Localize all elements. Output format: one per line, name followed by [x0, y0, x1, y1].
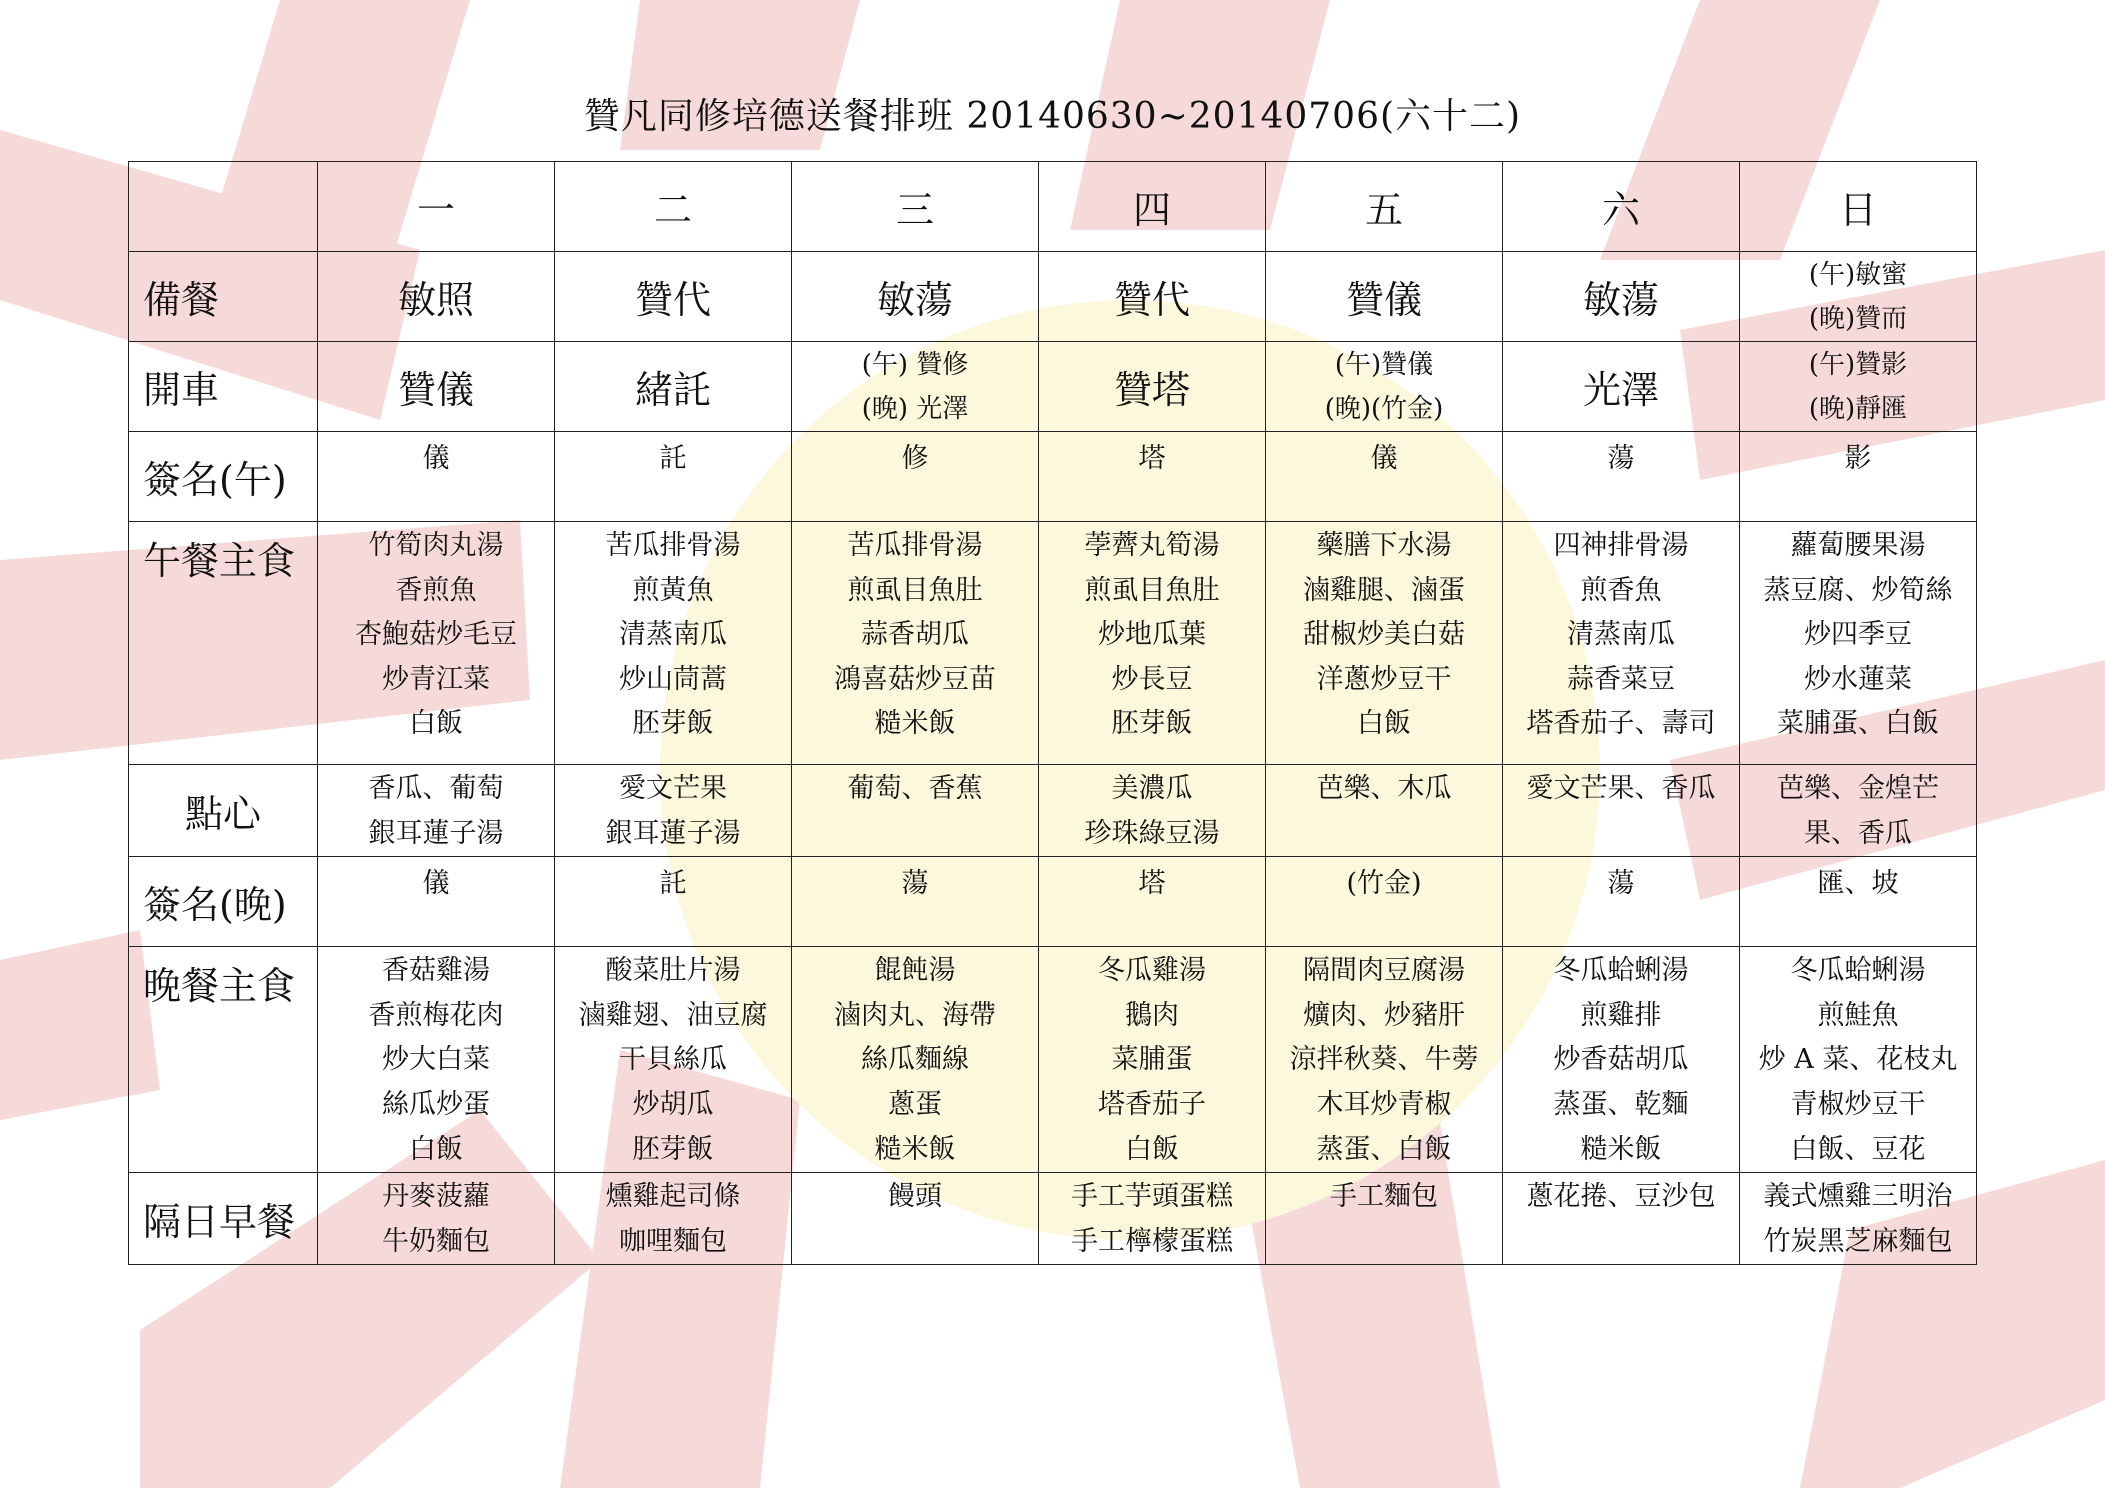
schedule-cell	[792, 765, 1039, 857]
driver-row	[129, 342, 1977, 432]
cell-text: 蒜香胡瓜	[861, 619, 969, 651]
cell-text: 干貝絲瓜	[619, 1044, 727, 1076]
schedule-cell	[555, 522, 792, 765]
cell-text: 敏蕩	[1582, 278, 1659, 322]
cell-text: 贊儀	[1345, 278, 1422, 322]
cell-text: 荸薺丸筍湯	[1084, 530, 1220, 561]
cell-text: 餛飩湯	[874, 955, 956, 987]
row-label: 晚餐主食	[129, 947, 318, 1173]
cell-text: (晚)靜匯	[1808, 393, 1908, 424]
cell-text: 手工檸檬蛋糕	[1071, 1225, 1233, 1257]
schedule-cell	[1740, 432, 1977, 522]
dinner-sign-row	[129, 857, 1977, 947]
cell-text: 清蒸南瓜	[1567, 619, 1675, 651]
schedule-cell	[1266, 947, 1503, 1173]
cell-text: 葡萄、香蕉	[847, 773, 983, 804]
cell-text: 珍珠綠豆湯	[1084, 817, 1220, 849]
cell-text: 果、香瓜	[1804, 817, 1912, 849]
breakfast-row	[129, 1173, 1977, 1265]
cell-text: 糙米飯	[1580, 1133, 1662, 1165]
schedule-cell	[1740, 857, 1977, 947]
cell-text: 敏蕩	[876, 278, 953, 322]
schedule-cell	[555, 765, 792, 857]
cell-text: 苦瓜排骨湯	[605, 530, 741, 561]
cell-text: 光澤	[1582, 368, 1659, 412]
cell-text: 鵝肉	[1125, 999, 1179, 1031]
cell-text: 炒大白菜	[382, 1044, 490, 1076]
schedule-cell	[1740, 342, 1977, 432]
cell-text: 塔香茄子	[1098, 1088, 1206, 1120]
cell-text: 贊塔	[1113, 368, 1190, 412]
cell-text: 胚芽飯	[1111, 708, 1193, 740]
schedule-cell	[318, 857, 555, 947]
cell-text: 糙米飯	[874, 1133, 956, 1165]
schedule-cell	[1740, 522, 1977, 765]
cell-text: 涼拌秋葵、牛蒡	[1289, 1044, 1479, 1076]
cell-text: 竹筍肉丸湯	[368, 530, 504, 561]
schedule-cell	[318, 252, 555, 342]
cell-text: 竹炭黑芝麻麵包	[1763, 1225, 1953, 1257]
schedule-cell	[1503, 252, 1740, 342]
cell-text: (晚) 光澤	[861, 393, 969, 424]
cell-text: 滷雞腿、滷蛋	[1303, 574, 1465, 606]
meal-schedule-table	[128, 161, 1977, 1265]
day-header: 一	[318, 162, 555, 252]
day-header: 日	[1740, 162, 1977, 252]
cell-text: 杏鮑菇炒毛豆	[355, 619, 517, 651]
cell-text: 銀耳蓮子湯	[368, 817, 504, 849]
cell-text: 丹麥菠蘿	[382, 1181, 490, 1213]
cell-text: (晚)(竹金)	[1324, 393, 1444, 424]
cell-text: 清蒸南瓜	[619, 619, 727, 651]
cell-text: 白飯	[409, 708, 463, 740]
cell-text: 愛文芒果、香瓜	[1526, 773, 1716, 804]
schedule-cell	[1039, 522, 1266, 765]
cell-text: 芭樂、木瓜	[1316, 773, 1452, 804]
cell-text: 甜椒炒美白菇	[1303, 619, 1465, 651]
cell-text: 木耳炒青椒	[1316, 1088, 1452, 1120]
schedule-cell	[555, 947, 792, 1173]
schedule-cell	[1266, 857, 1503, 947]
schedule-cell	[1266, 432, 1503, 522]
cell-text: 炒水蓮菜	[1804, 663, 1912, 695]
cell-text: 煎香魚	[1580, 574, 1662, 606]
cell-text: 義式燻雞三明治	[1763, 1181, 1953, 1213]
cell-text: 蕩	[1607, 868, 1635, 900]
schedule-cell	[1503, 947, 1740, 1173]
schedule-cell	[792, 252, 1039, 342]
cell-text: 酸菜肚片湯	[605, 955, 741, 987]
day-header: 三	[792, 162, 1039, 252]
schedule-cell	[1503, 432, 1740, 522]
cell-text: 銀耳蓮子湯	[605, 817, 741, 849]
cell-text: 煎鮭魚	[1817, 999, 1899, 1031]
cell-text: 贊儀	[397, 368, 474, 412]
cell-text: 塔香茄子、壽司	[1526, 708, 1716, 740]
cell-text: (晚)贊而	[1808, 303, 1908, 334]
cell-text: 儀	[422, 443, 450, 474]
day-header: 二	[555, 162, 792, 252]
schedule-cell	[792, 342, 1039, 432]
cell-text: (午)贊儀	[1334, 349, 1434, 380]
schedule-cell	[1503, 857, 1740, 947]
cell-text: 塔	[1138, 443, 1166, 474]
cell-text: 饅頭	[888, 1181, 942, 1213]
day-header: 五	[1266, 162, 1503, 252]
lunch-menu-row	[129, 522, 1977, 765]
cell-text: 炒胡瓜	[632, 1088, 714, 1120]
schedule-cell	[318, 342, 555, 432]
cell-text: 牛奶麵包	[382, 1225, 490, 1257]
schedule-cell	[1740, 252, 1977, 342]
cell-text: 咖哩麵包	[619, 1225, 727, 1257]
cell-text: 蒸蛋、白飯	[1316, 1133, 1452, 1165]
schedule-cell	[318, 1173, 555, 1265]
cell-text: (午)敏蜜	[1808, 259, 1908, 290]
cell-text: 鴻喜菇炒豆苗	[834, 663, 996, 695]
cell-text: 炒青江菜	[382, 663, 490, 695]
schedule-cell	[792, 522, 1039, 765]
schedule-cell	[1740, 1173, 1977, 1265]
cell-text: 菜脯蛋	[1111, 1044, 1193, 1076]
document-title: 贊凡同修培德送餐排班 20140630~20140706(六十二)	[583, 96, 1522, 137]
schedule-cell	[1039, 342, 1266, 432]
schedule-cell	[555, 1173, 792, 1265]
cell-text: 手工芋頭蛋糕	[1071, 1181, 1233, 1213]
row-label: 隔日早餐	[129, 1173, 318, 1265]
snack-row	[129, 765, 1977, 857]
schedule-cell	[1039, 765, 1266, 857]
schedule-cell	[555, 857, 792, 947]
schedule-cell	[555, 432, 792, 522]
cell-text: 隔間肉豆腐湯	[1303, 955, 1465, 987]
cell-text: 炒 A 菜、花枝丸	[1758, 1044, 1958, 1076]
row-label: 午餐主食	[129, 522, 318, 765]
schedule-cell	[1266, 342, 1503, 432]
cell-text: 塔	[1138, 868, 1166, 900]
cell-text: 美濃瓜	[1111, 773, 1193, 804]
schedule-cell	[1503, 522, 1740, 765]
cell-text: 香瓜、葡萄	[368, 773, 504, 804]
cell-text: 儀	[1370, 443, 1398, 474]
cell-text: 香煎梅花肉	[368, 999, 504, 1031]
cell-text: 炒山茼蒿	[619, 663, 727, 695]
cell-text: 炒長豆	[1111, 663, 1193, 695]
cell-text: 蕩	[901, 868, 929, 900]
cell-text: 青椒炒豆干	[1790, 1088, 1926, 1120]
cell-text: (午) 贊修	[861, 349, 969, 380]
cell-text: 冬瓜蛤蜊湯	[1553, 955, 1689, 987]
cell-text: 託	[659, 443, 687, 474]
schedule-cell	[792, 947, 1039, 1173]
cell-text: 滷肉丸、海帶	[834, 999, 996, 1031]
cell-text: (午)贊影	[1808, 349, 1908, 380]
row-label: 備餐	[129, 252, 318, 342]
cell-text: 藥膳下水湯	[1316, 530, 1452, 561]
cell-text: 胚芽飯	[632, 708, 714, 740]
cell-text: 蘿蔔腰果湯	[1790, 530, 1926, 561]
cell-text: 影	[1844, 443, 1872, 474]
schedule-cell	[1039, 1173, 1266, 1265]
schedule-cell	[1039, 857, 1266, 947]
cell-text: 爌肉、炒豬肝	[1303, 999, 1465, 1031]
schedule-cell	[1266, 765, 1503, 857]
row-label: 開車	[129, 342, 318, 432]
cell-text: 菜脯蛋、白飯	[1777, 708, 1939, 740]
cell-text: 蕩	[1607, 443, 1635, 474]
cell-text: 煎虱目魚肚	[847, 574, 983, 606]
cell-text: 蒸蛋、乾麵	[1553, 1088, 1689, 1120]
schedule-cell	[1740, 947, 1977, 1173]
schedule-cell	[318, 947, 555, 1173]
schedule-cell	[1503, 765, 1740, 857]
prep-row	[129, 252, 1977, 342]
lunch-sign-row	[129, 432, 1977, 522]
cell-text: 白飯	[409, 1133, 463, 1165]
cell-text: (竹金)	[1346, 868, 1422, 900]
cell-text: 敏照	[397, 278, 474, 322]
cell-text: 芭樂、金煌芒	[1777, 773, 1939, 804]
cell-text: 白飯	[1125, 1133, 1179, 1165]
cell-text: 香菇雞湯	[382, 955, 490, 987]
corner-cell	[129, 162, 318, 252]
row-label: 點心	[129, 765, 318, 857]
schedule-cell	[792, 432, 1039, 522]
cell-text: 煎雞排	[1580, 999, 1662, 1031]
cell-text: 蔥蛋	[888, 1088, 942, 1120]
cell-text: 儀	[422, 868, 450, 900]
cell-text: 煎黃魚	[632, 574, 714, 606]
cell-text: 託	[659, 868, 687, 900]
cell-text: 洋蔥炒豆干	[1316, 663, 1452, 695]
cell-text: 贊代	[634, 278, 711, 322]
row-label: 簽名(晚)	[129, 857, 318, 947]
cell-text: 炒地瓜葉	[1098, 619, 1206, 651]
schedule-cell	[555, 252, 792, 342]
cell-text: 贊代	[1113, 278, 1190, 322]
dinner-menu-row	[129, 947, 1977, 1173]
cell-text: 糙米飯	[874, 708, 956, 740]
schedule-cell	[1266, 1173, 1503, 1265]
cell-text: 冬瓜蛤蜊湯	[1790, 955, 1926, 987]
schedule-cell	[1503, 342, 1740, 432]
cell-text: 蔥花捲、豆沙包	[1526, 1181, 1716, 1213]
cell-text: 四神排骨湯	[1553, 530, 1689, 561]
schedule-cell	[555, 342, 792, 432]
cell-text: 胚芽飯	[632, 1133, 714, 1165]
cell-text: 香煎魚	[395, 574, 477, 606]
schedule-cell	[1740, 765, 1977, 857]
day-header-row	[129, 162, 1977, 252]
cell-text: 冬瓜雞湯	[1098, 955, 1206, 987]
schedule-cell	[318, 432, 555, 522]
row-label: 簽名(午)	[129, 432, 318, 522]
schedule-cell	[792, 1173, 1039, 1265]
schedule-cell	[1039, 252, 1266, 342]
cell-text: 苦瓜排骨湯	[847, 530, 983, 561]
day-header: 六	[1503, 162, 1740, 252]
cell-text: 手工麵包	[1330, 1181, 1438, 1213]
cell-text: 白飯、豆花	[1790, 1133, 1926, 1165]
cell-text: 匯、坡	[1817, 868, 1899, 900]
cell-text: 炒香菇胡瓜	[1553, 1044, 1689, 1076]
schedule-cell	[318, 522, 555, 765]
cell-text: 絲瓜麵線	[861, 1044, 969, 1076]
schedule-cell	[1266, 252, 1503, 342]
cell-text: 修	[901, 443, 929, 474]
schedule-cell	[1503, 1173, 1740, 1265]
cell-text: 絲瓜炒蛋	[382, 1088, 490, 1120]
cell-text: 燻雞起司條	[605, 1181, 741, 1213]
day-header: 四	[1039, 162, 1266, 252]
cell-text: 白飯	[1357, 708, 1411, 740]
cell-text: 煎虱目魚肚	[1084, 574, 1220, 606]
schedule-cell	[792, 857, 1039, 947]
schedule-cell	[1039, 947, 1266, 1173]
schedule-cell	[1039, 432, 1266, 522]
cell-text: 愛文芒果	[619, 773, 727, 804]
cell-text: 緒託	[634, 368, 711, 412]
cell-text: 炒四季豆	[1804, 619, 1912, 651]
schedule-cell	[318, 765, 555, 857]
cell-text: 蒸豆腐、炒筍絲	[1763, 574, 1953, 606]
cell-text: 蒜香菜豆	[1567, 663, 1675, 695]
cell-text: 滷雞翅、油豆腐	[578, 999, 768, 1031]
schedule-cell	[1266, 522, 1503, 765]
